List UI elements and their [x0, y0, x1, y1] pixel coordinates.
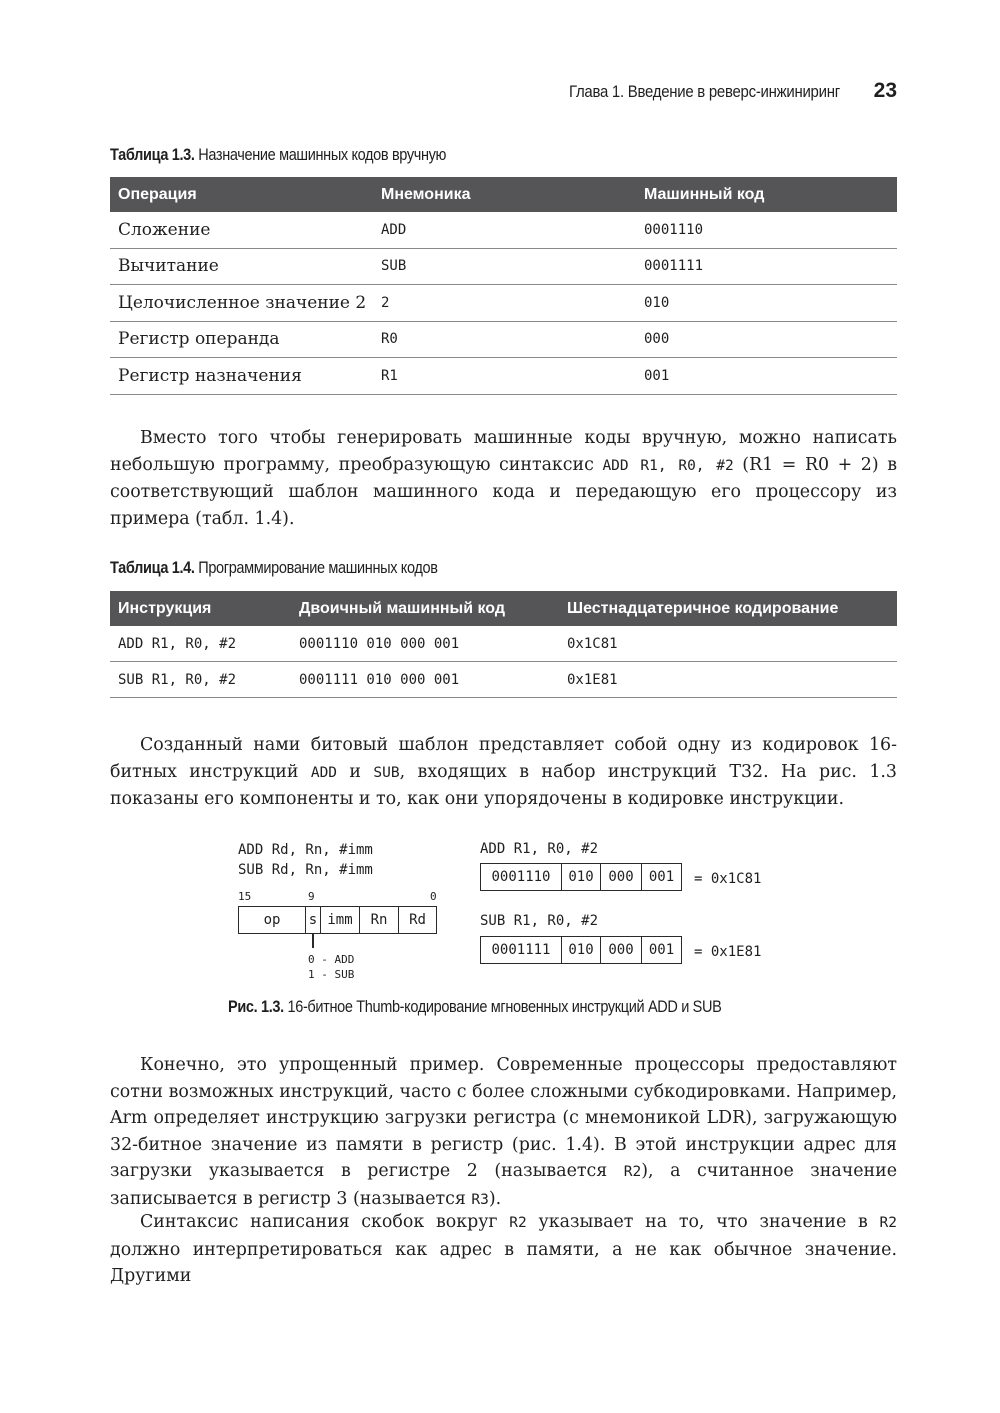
legend-sub: 1 - SUB: [308, 968, 355, 981]
col-header: Мнемоника: [373, 177, 636, 212]
figure-1-3: [238, 836, 798, 986]
table-1-3-title: Назначение машинных кодов вручную: [198, 146, 447, 164]
text: ), а считанное значение записывается в регистр 3 (называется: [110, 1161, 898, 1209]
table-row: [110, 662, 897, 698]
bit-15-label: 15: [238, 890, 252, 903]
cell: 0001111 010 000 001: [291, 662, 559, 698]
field-rd: 001: [648, 869, 675, 885]
page-number: 23: [873, 79, 897, 102]
inline-code: R2: [509, 1215, 527, 1231]
paragraph-3: [110, 1052, 897, 1213]
col-header: Шестнадцатеричное кодирование: [559, 591, 897, 626]
field-rd: 001: [648, 942, 675, 958]
text: Конечно, это упрощенный пример. Современные процессоры предоставляют сотни возможных инструкций, часто с более сложными субкодировками. Например, Arm определяет инструкцию загрузки регистра (с мнемоникой LDR), загружающую 32-битное значение из памяти в регистр (рис. 1.4). В этой инструкции адрес для загрузки указывается в регистре 2 (называется: [110, 1055, 897, 1181]
encoding-fields: [238, 906, 437, 934]
field-rn: 000: [601, 937, 642, 963]
example-sub-fields: [480, 936, 682, 964]
chapter-title: Глава 1. Введение в реверс-инжиниринг: [568, 82, 840, 101]
table-row: [110, 248, 897, 285]
table-1-3-label: Таблица 1.3.: [110, 146, 195, 164]
field-op: op: [239, 907, 306, 933]
cell: Сложение: [110, 212, 373, 248]
syntax-sub: SUB Rd, Rn, #imm: [238, 862, 373, 878]
table-row: [110, 285, 897, 322]
col-header: Машинный код: [636, 177, 897, 212]
table-row: [110, 358, 897, 395]
s-bit-pointer: [312, 934, 314, 948]
example-sub-label: SUB R1, R0, #2: [480, 913, 599, 929]
table-row: [110, 626, 897, 662]
field-rn: 000: [601, 864, 642, 890]
text: Вместо того чтобы генерировать машинные коды вручную, можно написать небольшую программу, преобразующую синтаксис: [110, 428, 897, 475]
cell: R1: [373, 358, 636, 395]
cell: Вычитание: [110, 248, 373, 285]
field-imm: imm: [321, 907, 360, 933]
paragraph-2: [110, 732, 897, 813]
text: (R1 = R0 + 2) в соответствующий шаблон машинного кода и передающую его процессору из примера (табл. 1.4).: [110, 454, 897, 529]
field-op: 0001110: [481, 864, 562, 890]
cell: SUB R1, R0, #2: [110, 662, 291, 698]
inline-code: SUB: [373, 764, 400, 781]
inline-code: ADD: [310, 764, 338, 781]
example-add-label: ADD R1, R0, #2: [480, 841, 599, 857]
table-header-row: [110, 591, 897, 626]
text: и: [337, 761, 374, 782]
cell: ADD R1, R0, #2: [110, 626, 291, 662]
bit-9-label: 9: [308, 890, 315, 903]
cell: 0x1E81: [559, 662, 897, 698]
figure-label: Рис. 1.3.: [228, 998, 284, 1016]
text: , входящих в набор инструкций T32. На рис. 1.3 показаны его компоненты и то, как они упорядочены в кодировке инструкции.: [110, 761, 897, 809]
cell: Регистр операнда: [110, 321, 373, 358]
inline-code: R2: [879, 1215, 897, 1231]
cell: 0x1C81: [559, 626, 897, 662]
figure-1-3-caption: [228, 998, 721, 1017]
paragraph-4: [110, 1209, 897, 1290]
example-add-fields: [480, 863, 682, 891]
field-imm: 010: [562, 937, 601, 963]
table-1-3: [110, 177, 897, 395]
cell: 0001110 010 000 001: [291, 626, 559, 662]
text: Синтаксис написания скобок вокруг: [140, 1212, 510, 1232]
running-head: [532, 79, 897, 103]
cell: 010: [636, 285, 897, 322]
cell: 0001111: [636, 248, 897, 285]
cell: 001: [636, 358, 897, 395]
table-1-4-label: Таблица 1.4.: [110, 559, 195, 577]
col-header: Инструкция: [110, 591, 291, 626]
inline-code: R2: [623, 1164, 642, 1180]
field-op: 0001111: [481, 937, 562, 963]
field-rd: Rd: [409, 912, 426, 928]
example-add-result: = 0x1C81: [694, 871, 762, 887]
table-header-row: [110, 177, 897, 212]
table-1-3-caption: [110, 146, 446, 165]
cell: 000: [636, 321, 897, 358]
field-rn: Rn: [360, 907, 399, 933]
field-s: s: [306, 907, 321, 933]
col-header: Двоичный машинный код: [291, 591, 559, 626]
cell: 2: [373, 285, 636, 322]
table-1-4-title: Программирование машинных кодов: [198, 559, 438, 577]
table-1-4-caption: [110, 559, 438, 578]
table-row: [110, 321, 897, 358]
text: ).: [488, 1188, 502, 1209]
text: указывает на то, что значение в: [526, 1212, 880, 1232]
figure-title: 16-битное Thumb-кодирование мгновенных инструкций ADD и SUB: [287, 998, 722, 1016]
example-sub-result: = 0x1E81: [694, 944, 762, 960]
table-1-4: [110, 591, 897, 698]
syntax-add: ADD Rd, Rn, #imm: [238, 842, 373, 858]
inline-code: ADD R1, R0, #2: [602, 457, 734, 474]
paragraph-1: [110, 425, 897, 532]
cell: SUB: [373, 248, 636, 285]
table-row: [110, 212, 897, 248]
cell: Целочисленное значение 2: [110, 285, 373, 322]
text: Созданный нами битовый шаблон представляет собой одну из кодировок 16-битных инструкций: [110, 735, 897, 782]
bit-0-label: 0: [430, 890, 437, 903]
cell: Регистр назначения: [110, 358, 373, 395]
legend-add: 0 - ADD: [308, 953, 355, 966]
col-header: Операция: [110, 177, 373, 212]
field-imm: 010: [562, 864, 601, 890]
cell: ADD: [373, 212, 636, 248]
inline-code: R3: [471, 1191, 489, 1208]
cell: R0: [373, 321, 636, 358]
text: должно интерпретироваться как адрес в памяти, а не как обычное значение. Другими: [110, 1239, 897, 1286]
cell: 0001110: [636, 212, 897, 248]
